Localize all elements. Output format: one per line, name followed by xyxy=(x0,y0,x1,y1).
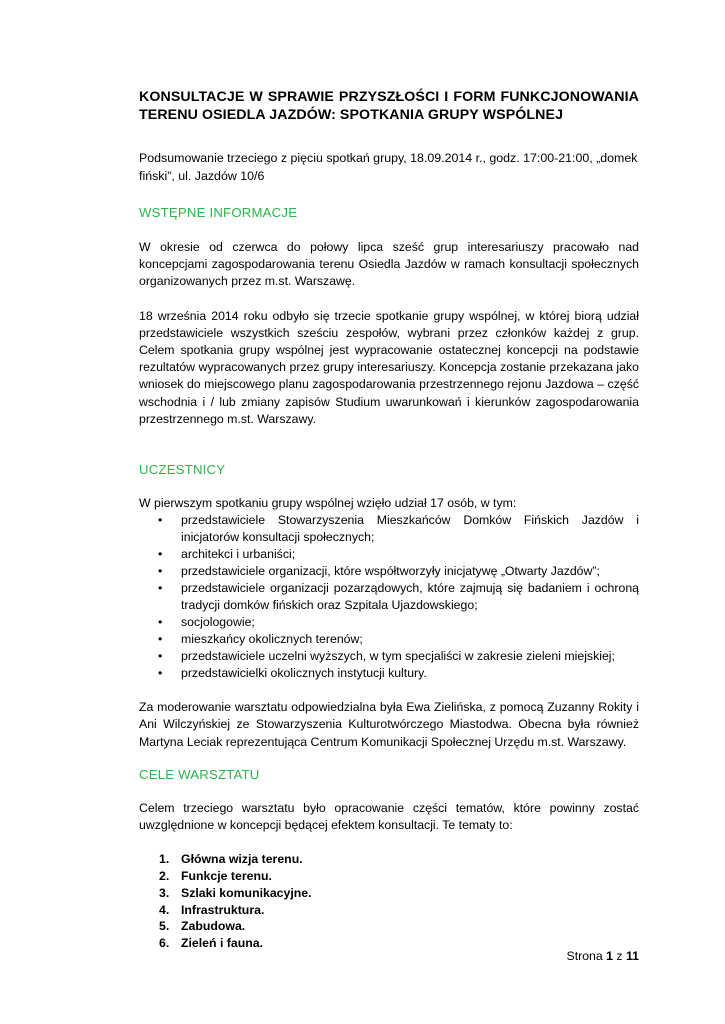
list-item: • przedstawiciele organizacji, które współtworzyły inicjatywę „Otwarty Jazdów”; xyxy=(158,564,600,579)
section-heading-participants: UCZESTNICY xyxy=(139,462,226,478)
footer-prefix: Strona xyxy=(566,949,603,963)
participants-lead: W pierwszym spotkaniu grupy wspólnej wzięło udział 17 osób, w tym: xyxy=(139,496,517,511)
list-item: • przedstawiciele uczelni wyższych, w tym specjaliści w zakresie zieleni miejskiej; xyxy=(158,649,615,664)
bullet-icon: • xyxy=(158,581,163,596)
document-title: KONSULTACJE W SPRAWIE PRZYSZŁOŚCI I FORM FUNKCJONOWANIA TERENU OSIEDLA JAZDÓW: SPOTKANIA GRUPY WSPÓLNEJ xyxy=(139,89,639,123)
bullet-icon: • xyxy=(158,564,163,579)
section-heading-intro: WSTĘPNE INFORMACJE xyxy=(139,205,298,220)
footer-current-page: 1 xyxy=(606,949,613,963)
bullet-icon: • xyxy=(158,615,163,630)
bullet-icon: • xyxy=(158,666,163,681)
list-item: • architekci i urbaniści; xyxy=(158,547,296,562)
list-item: • mieszkańcy okolicznych terenów; xyxy=(158,632,363,647)
list-item: 6. Zieleń i fauna. xyxy=(159,936,263,951)
page-footer xyxy=(567,948,640,964)
footer-total-pages: 11 xyxy=(626,949,639,963)
list-item: 5. Zabudowa. xyxy=(159,919,246,934)
participants-list xyxy=(139,512,639,682)
footer-separator: z xyxy=(616,949,623,963)
document-subtitle: Podsumowanie trzeciego z pięciu spotkań grupy, 18.09.2014 r., godz. 17:00-21:00, „domek fiński”, ul. Jazdów 10/6 xyxy=(139,151,638,183)
topics-list xyxy=(139,851,639,952)
intro-paragraph-1: W okresie od czerwca do połowy lipca sześć grup interesariuszy pracowało nad koncepcjami zagospodarowania terenu Osiedla Jazdów w ramach konsultacji społecznych organizowanych przez m.st. Warszawę. xyxy=(139,240,639,289)
goals-paragraph: Celem trzeciego warsztatu było opracowanie części tematów, które powinny zostać uwzględnione w koncepcji będącej efektem konsultacji. Te tematy to: xyxy=(139,800,639,833)
intro-paragraph-2: 18 września 2014 roku odbyło się trzecie spotkanie grupy wspólnej, w której biorą udział przedstawiciele wszystkich sześciu zespołów, wybrani przez członków każdej z grup. Celem spotkania grupy wspólnej jest wypracowanie ostatecznej koncepcji na podstawie rezultatów wypracowanych przez grupy interesariuszy. Koncepcja zostanie przekazana jako wniosek do miejscowego planu zagospodarowania przestrzennego rejonu Jazdowa – część wschodnia i / lub zmiany zapisów Studium uwarunkowań i kierunków zagospodarowania przestrzennego m.st. Warszawy. xyxy=(139,308,639,426)
list-item: • socjologowie; xyxy=(158,615,255,630)
list-item: • przedstawiciele organizacji pozarządowych, które zajmują się badaniem i ochroną tradycji domków fińskich oraz Szpitala Ujazdowskiego; xyxy=(158,581,639,613)
bullet-icon: • xyxy=(158,649,163,664)
participants-closing: Za moderowanie warsztatu odpowiedzialna była Ewa Zielińska, z pomocą Zuzanny Rokity i Ani Wilczyńskiej ze Stowarzyszenia Kulturotwórczego Miastodwa. Obecna była również Martyna Leciak reprezentująca Centrum Komunikacji Społecznej Urzędu m.st. Warszawy. xyxy=(139,700,639,749)
bullet-icon: • xyxy=(158,547,163,562)
bullet-icon: • xyxy=(158,513,163,528)
section-heading-goals: CELE WARSZTATU xyxy=(139,766,260,782)
list-item: • przedstawiciele Stowarzyszenia Mieszkańców Domków Fińskich Jazdów i inicjatorów konsultacji społecznych; xyxy=(158,513,639,545)
document-page xyxy=(139,88,639,952)
list-item: 2. Funkcje terenu. xyxy=(159,869,272,884)
list-item: 3. Szlaki komunikacyjne. xyxy=(159,885,312,900)
list-item: 4. Infrastruktura. xyxy=(159,902,265,917)
list-item: • przedstawicielki okolicznych instytucji kultury. xyxy=(158,666,427,681)
bullet-icon: • xyxy=(158,632,163,647)
list-item: 1. Główna wizja terenu. xyxy=(159,852,303,867)
